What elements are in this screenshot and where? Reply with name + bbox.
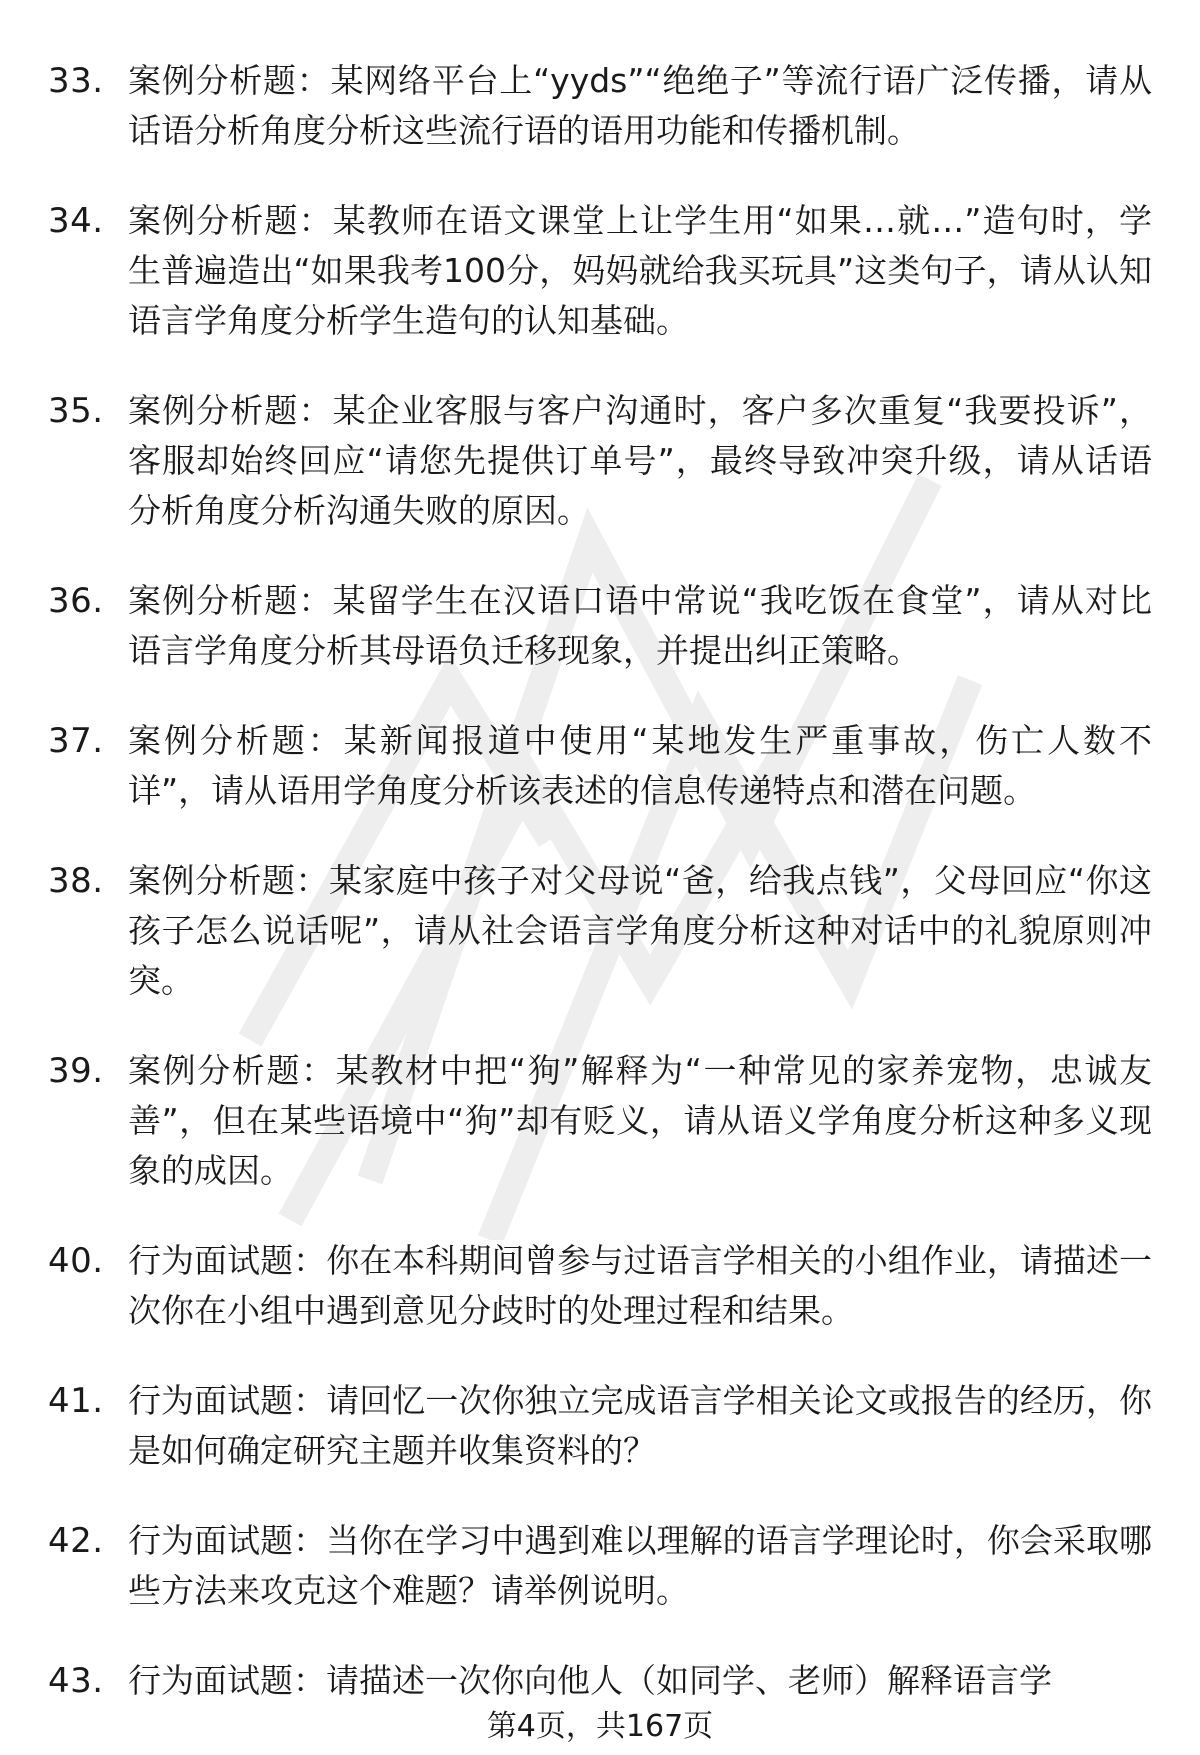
question-text: 请描述一次你向他人（如同学、老师）解释语言学 [326,1661,1052,1700]
question-text: 某教师在语文课堂上让学生用“如果…就…”造句时，学生普遍造出“如果我考100分，妈妈就给我买玩具”这类句子，请从认知语言学角度分析学生造句的认知基础。 [128,201,1153,340]
question-number: 40. [48,1241,104,1281]
question-text: 当你在学习中遇到难以理解的语言学理论时，你会采取哪些方法来攻克这个难题？请举例说明。 [128,1521,1153,1610]
question-item-40 [48,1236,1160,1336]
question-type-label: 案例分析题： [128,201,333,240]
question-type-label: 案例分析题： [128,1051,336,1090]
question-type-label: 行为面试题： [128,1241,327,1280]
question-type-label: 案例分析题： [128,861,330,900]
question-text: 某企业客服与客户沟通时，客户多次重复“我要投诉”，客服却始终回应“请您先提供订单号”，最终导致冲突升级，请从话语分析角度分析沟通失败的原因。 [128,391,1152,530]
question-text: 某网络平台上“yyds”“绝绝子”等流行语广泛传播，请从话语分析角度分析这些流行语的语用功能和传播机制。 [128,61,1153,150]
question-number: 42. [48,1521,104,1561]
question-item-37 [48,716,1160,816]
question-item-42 [48,1516,1160,1616]
question-text: 请回忆一次你独立完成语言学相关论文或报告的经历，你是如何确定研究主题并收集资料的？ [128,1381,1153,1470]
question-body [128,1516,1160,1616]
question-item-41 [48,1376,1160,1476]
question-type-label: 案例分析题： [128,391,333,430]
question-body [128,386,1160,536]
question-number: 33. [48,61,104,101]
question-body [128,856,1160,1006]
question-item-43 [48,1656,1160,1706]
question-type-label: 案例分析题： [128,581,333,620]
question-number: 34. [48,201,104,241]
question-item-35 [48,386,1160,536]
question-item-38 [48,856,1160,1006]
question-body [128,1046,1160,1196]
question-item-39 [48,1046,1160,1196]
question-body [128,196,1160,346]
question-body [128,576,1160,676]
question-body [128,1656,1160,1706]
question-number: 39. [48,1051,104,1091]
question-body [128,716,1160,816]
question-item-33 [48,56,1160,156]
question-text: 某留学生在汉语口语中常说“我吃饭在食堂”，请从对比语言学角度分析其母语负迁移现象，并提出纠正策略。 [128,581,1152,670]
page-footer [0,1707,1200,1747]
question-number: 38. [48,861,104,901]
question-item-34 [48,196,1160,346]
question-type-label: 行为面试题： [128,1521,327,1560]
question-text: 某教材中把“狗”解释为“一种常见的家养宠物，忠诚友善”，但在某些语境中“狗”却有贬义，请从语义学角度分析这种多义现象的成因。 [128,1051,1153,1190]
question-number: 37. [48,721,104,761]
question-body [128,1376,1160,1476]
question-number: 43. [48,1661,104,1701]
question-body [128,56,1160,156]
question-text: 某新闻报道中使用“某地发生严重事故，伤亡人数不详”，请从语用学角度分析该表述的信息传递特点和潜在问题。 [128,721,1152,810]
question-number: 41. [48,1381,104,1421]
question-text: 你在本科期间曾参与过语言学相关的小组作业，请描述一次你在小组中遇到意见分歧时的处理过程和结果。 [128,1241,1153,1330]
question-body [128,1236,1160,1336]
question-type-label: 行为面试题： [128,1381,327,1420]
question-type-label: 行为面试题： [128,1661,326,1700]
question-type-label: 案例分析题： [128,721,344,760]
question-item-36 [48,576,1160,676]
question-type-label: 案例分析题： [128,61,331,100]
question-number: 35. [48,391,104,431]
question-text: 某家庭中孩子对父母说“爸，给我点钱”，父母回应“你这孩子怎么说话呢”，请从社会语言学角度分析这种对话中的礼貌原则冲突。 [128,861,1152,1000]
question-number: 36. [48,581,104,621]
page-indicator: 第4页，共167页 [486,1709,714,1744]
